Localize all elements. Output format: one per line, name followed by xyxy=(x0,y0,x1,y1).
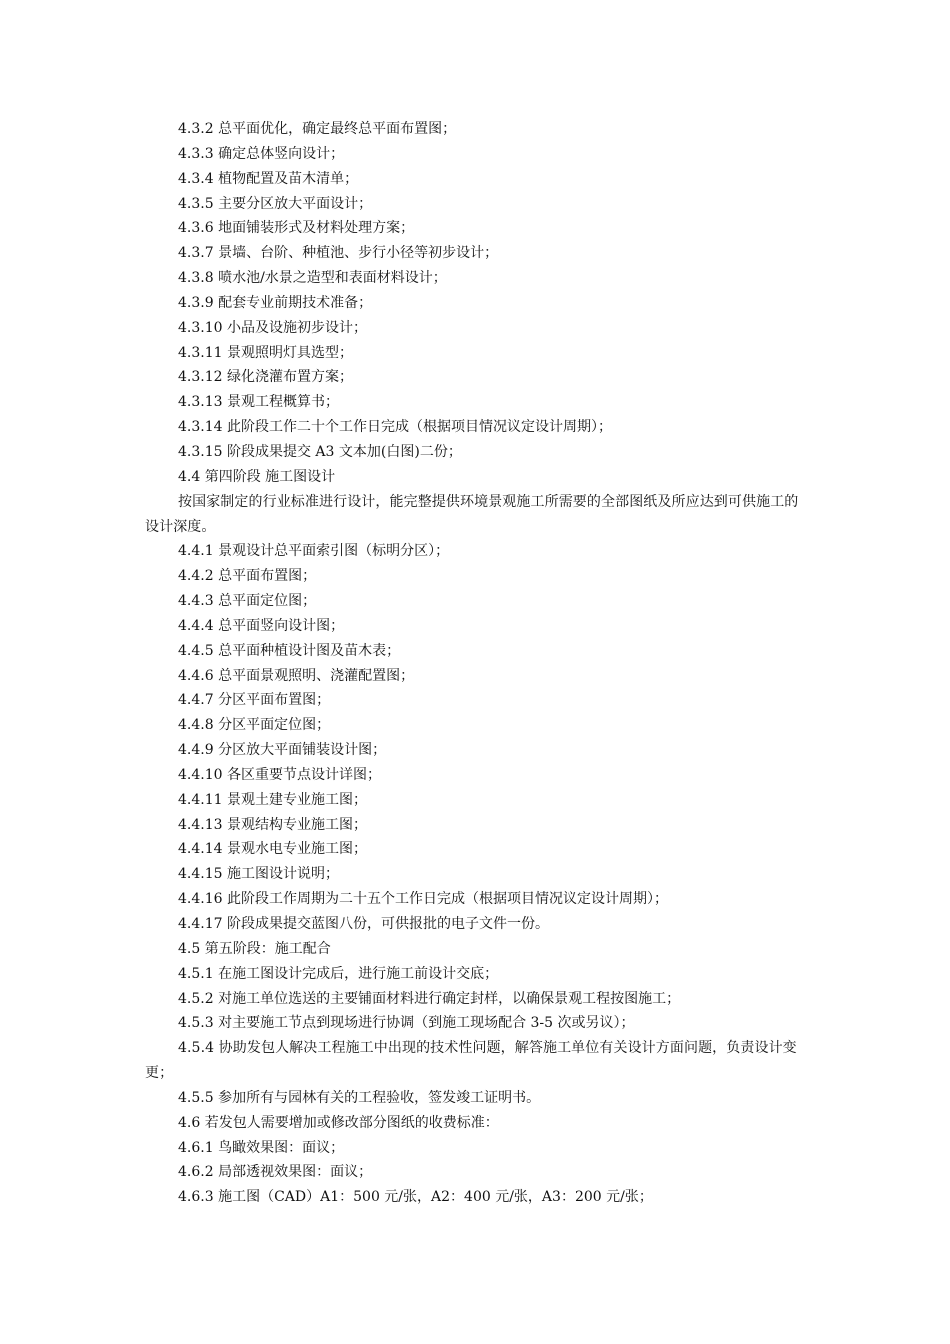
list-item: 4.3.15 阶段成果提交 A3 文本加(白图)二份； xyxy=(178,443,462,460)
section-heading: 4.4 第四阶段 施工图设计 xyxy=(178,468,336,485)
list-item: 4.4.17 阶段成果提交蓝图八份，可供报批的电子文件一份。 xyxy=(178,916,549,932)
list-item: 4.3.2 总平面优化，确定最终总平面布置图； xyxy=(178,121,457,137)
section-heading: 4.6 若发包人需要增加或修改部分图纸的收费标准： xyxy=(178,1114,499,1131)
list-item: 4.3.14 此阶段工作二十个工作日完成（根据项目情况议定设计周期）； xyxy=(178,419,612,436)
list-item: 4.4.11 景观土建专业施工图； xyxy=(178,791,367,808)
list-item: 4.4.15 施工图设计说明； xyxy=(178,866,339,883)
list-item: 4.3.8 喷水池/水景之造型和表面材料设计； xyxy=(178,270,447,287)
list-item: 4.4.3 总平面定位图； xyxy=(178,593,317,610)
list-item: 4.3.9 配套专业前期技术准备； xyxy=(178,294,373,311)
list-item: 4.4.5 总平面种植设计图及苗木表； xyxy=(178,642,401,659)
list-item: 4.5.1 在施工图设计完成后，进行施工前设计交底； xyxy=(178,965,499,982)
list-item: 4.6.1 鸟瞰效果图：面议； xyxy=(178,1139,345,1156)
list-item: 4.3.11 景观照明灯具选型； xyxy=(178,344,353,361)
list-item: 4.4.16 此阶段工作周期为二十五个工作日完成（根据项目情况议定设计周期）； xyxy=(178,891,668,908)
list-item: 4.3.4 植物配置及苗木清单； xyxy=(178,170,359,187)
list-item: 4.4.14 景观水电专业施工图； xyxy=(178,841,367,858)
list-item: 4.3.5 主要分区放大平面设计； xyxy=(178,195,373,212)
list-item: 4.4.7 分区平面布置图； xyxy=(178,692,331,709)
list-item: 4.4.13 景观结构专业施工图； xyxy=(178,816,367,833)
list-item: 4.3.12 绿化浇灌布置方案； xyxy=(178,369,353,386)
paragraph: 4.5.4 协助发包人解决工程施工中出现的技术性问题，解答施工单位有关设计方面问题，负责设计变更； xyxy=(145,1040,797,1082)
list-item: 4.4.9 分区放大平面铺装设计图； xyxy=(178,742,387,759)
list-item: 4.5.2 对施工单位选送的主要铺面材料进行确定封样，以确保景观工程按图施工； xyxy=(178,990,681,1007)
document-body xyxy=(145,117,810,1210)
list-item: 4.5.5 参加所有与园林有关的工程验收，签发竣工证明书。 xyxy=(178,1089,541,1106)
list-item: 4.4.6 总平面景观照明、浇灌配置图； xyxy=(178,667,415,684)
list-item: 4.3.3 确定总体竖向设计； xyxy=(178,145,345,162)
list-item: 4.3.7 景墙、台阶、种植池、步行小径等初步设计； xyxy=(178,245,499,262)
list-item: 4.3.13 景观工程概算书； xyxy=(178,394,339,411)
list-item: 4.4.2 总平面布置图； xyxy=(178,568,317,585)
paragraph: 按国家制定的行业标准进行设计，能完整提供环境景观施工所需要的全部图纸及所应达到可供施工的设计深度。 xyxy=(145,493,799,535)
list-item: 4.4.8 分区平面定位图； xyxy=(178,717,331,734)
list-item: 4.4.10 各区重要节点设计详图； xyxy=(178,766,381,783)
list-item: 4.6.3 施工图（CAD）A1：500 元/张，A2：400 元/张，A3：200 元/张； xyxy=(178,1189,653,1206)
list-item: 4.4.1 景观设计总平面索引图（标明分区）； xyxy=(178,543,450,560)
list-item: 4.5.3 对主要施工节点到现场进行协调（到施工现场配合 3-5 次或另议）； xyxy=(178,1015,635,1032)
list-item: 4.4.4 总平面竖向设计图； xyxy=(178,617,345,634)
section-heading: 4.5 第五阶段：施工配合 xyxy=(178,940,331,957)
list-item: 4.3.6 地面铺装形式及材料处理方案； xyxy=(178,220,415,237)
list-item: 4.6.2 局部透视效果图：面议； xyxy=(178,1164,373,1181)
list-item: 4.3.10 小品及设施初步设计； xyxy=(178,319,367,336)
